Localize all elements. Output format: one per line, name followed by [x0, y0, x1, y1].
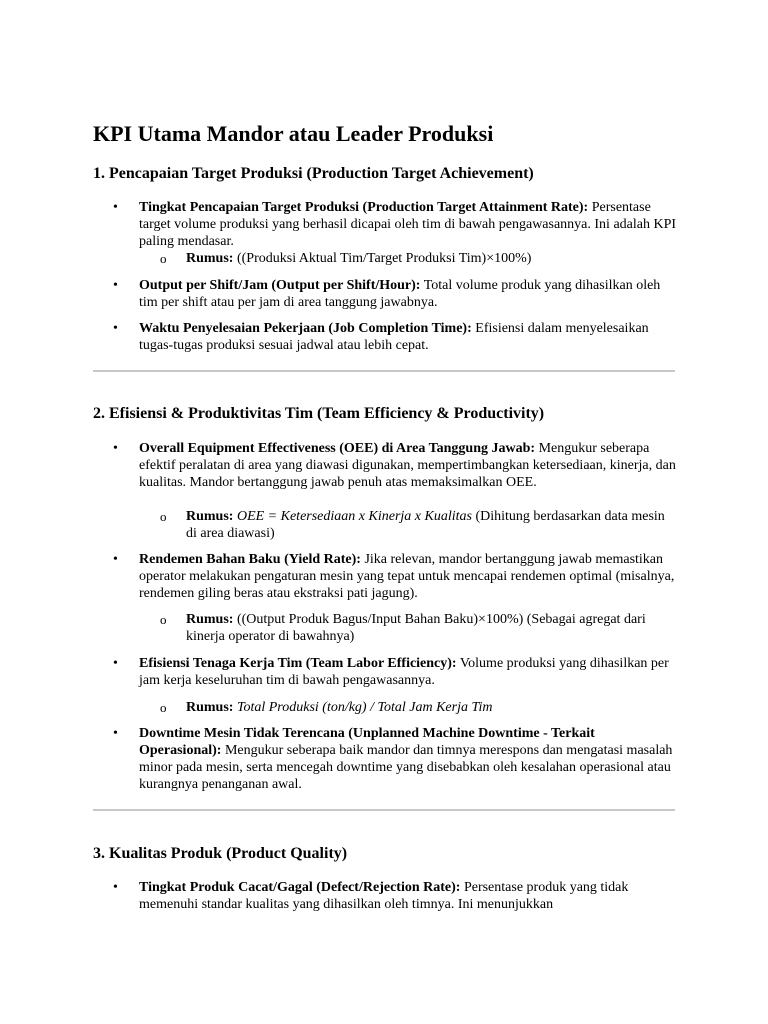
item-label: Waktu Penyelesaian Pekerjaan (Job Completion Time): [139, 321, 472, 336]
item-text: Persentase produk yang tidak memenuhi standar kualitas yang dihasilkan oleh timnya. Ini menunjukkan [139, 880, 629, 912]
bullet-icon: • [113, 552, 118, 567]
formula-label: Rumus: [186, 700, 234, 715]
section-heading: 1. Pencapaian Target Produksi (Production Target Achievement) [93, 165, 534, 182]
list-item [113, 725, 679, 793]
item-label: Tingkat Produk Cacat/Gagal (Defect/Rejection Rate): [139, 880, 461, 895]
formula-label: Rumus: [186, 612, 234, 627]
bullet-icon: • [113, 200, 118, 215]
formula-text: (Dihitung berdasarkan data mesin di area diawasi) [186, 509, 665, 541]
list-item [113, 879, 679, 913]
section-divider [93, 809, 675, 811]
item-text: Jika relevan, mandor bertanggung jawab memastikan operator melakukan pengaturan mesin yang tepat untuk mencapai rendemen optimal (misalnya, rendemen giling beras atau ekstraksi pati jagung). [139, 552, 675, 601]
formula-item [160, 508, 679, 542]
formula-expression: OEE = Ketersediaan x Kinerja x Kualitas [236, 509, 472, 524]
item-label: Rendemen Bahan Baku (Yield Rate): [139, 552, 361, 567]
formula-item [160, 699, 679, 716]
item-label: Output per Shift/Jam (Output per Shift/Hour): [139, 278, 421, 293]
circle-bullet-icon: o [160, 251, 167, 266]
section-heading: 2. Efisiensi & Produktivitas Tim (Team Efficiency & Productivity) [93, 405, 545, 422]
formula-label: Rumus: [186, 251, 234, 266]
item-text: Persentase target volume produksi yang berhasil dicapai oleh tim di bawah pengawasannya. Ini adalah KPI paling mendasar. [139, 200, 677, 249]
circle-bullet-icon: o [160, 700, 167, 715]
bullet-icon: • [113, 441, 118, 456]
section-divider [93, 370, 675, 372]
formula-text: ((Produksi Aktual Tim/Target Produksi Tim)×100%) [236, 251, 532, 266]
formula-label: Rumus: [186, 509, 234, 524]
item-text: Volume produksi yang dihasilkan per jam kerja keseluruhan tim di bawah pengawasannya. [139, 656, 669, 688]
item-text: Mengukur seberapa baik mandor dan timnya merespons dan mengatasi masalah minor pada mesin, serta mencegah downtime yang disebabkan oleh kesalahan operasional atau kurangnya penanganan awal. [139, 743, 673, 792]
bullet-icon: • [113, 880, 118, 895]
list-item [113, 551, 679, 602]
formula-item [160, 250, 679, 267]
page-title: KPI Utama Mandor atau Leader Produksi [93, 121, 494, 146]
list-item [113, 320, 679, 354]
item-label: Overall Equipment Effectiveness (OEE) di Area Tanggung Jawab: [139, 441, 536, 456]
item-text: Mengukur seberapa efektif peralatan di area yang diawasi digunakan, mempertimbangkan ketersediaan, kinerja, dan kualitas. Mandor bertanggung jawab penuh atas memaksimalkan OEE. [139, 441, 676, 490]
item-label: Downtime Mesin Tidak Terencana (Unplanned Machine Downtime - Terkait Operasional): [139, 726, 595, 758]
circle-bullet-icon: o [160, 509, 167, 524]
formula-expression: Total Produksi (ton/kg) / Total Jam Kerja Tim [236, 700, 493, 715]
item-text: Efisiensi dalam menyelesaikan tugas-tugas produksi sesuai jadwal atau lebih cepat. [139, 321, 649, 353]
list-item [113, 655, 679, 689]
bullet-icon: • [113, 726, 118, 741]
list-item [113, 277, 679, 311]
formula-item [160, 611, 679, 645]
circle-bullet-icon: o [160, 612, 167, 627]
list-item [113, 440, 679, 491]
bullet-icon: • [113, 321, 118, 336]
item-label: Tingkat Pencapaian Target Produksi (Production Target Attainment Rate): [139, 200, 589, 215]
item-text: Total volume produk yang dihasilkan oleh tim per shift atau per jam di area tanggung jawabnya. [139, 278, 661, 310]
formula-text: ((Output Produk Bagus/Input Bahan Baku)×100%) (Sebagai agregat dari kinerja operator di bawahnya) [186, 612, 646, 644]
bullet-icon: • [113, 656, 118, 671]
list-item [113, 199, 679, 250]
bullet-icon: • [113, 278, 118, 293]
section-heading: 3. Kualitas Produk (Product Quality) [93, 845, 348, 862]
item-label: Efisiensi Tenaga Kerja Tim (Team Labor Efficiency): [139, 656, 457, 671]
